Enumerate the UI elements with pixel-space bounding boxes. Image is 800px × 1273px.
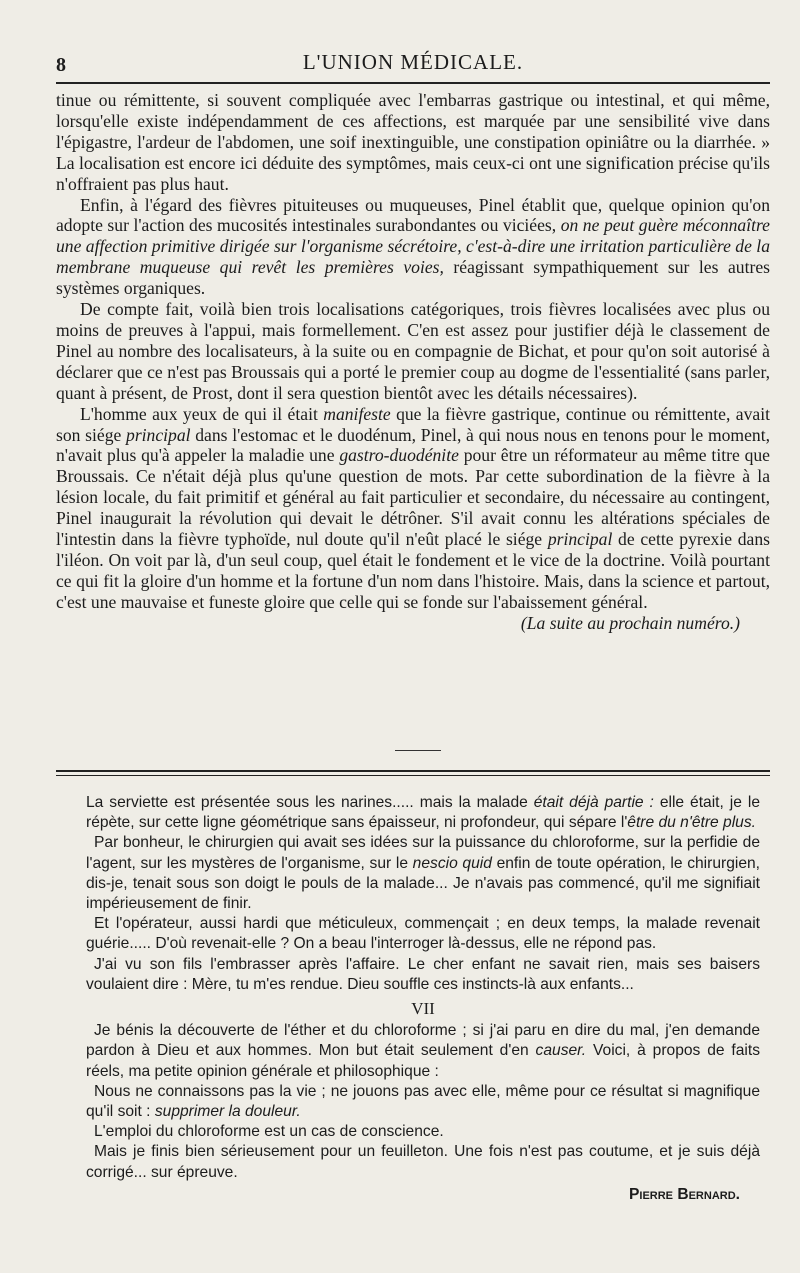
header-rule <box>56 82 770 84</box>
feuilleton-paragraph-6 <box>86 1082 760 1122</box>
section-numeral: VII <box>411 999 435 1019</box>
f2-italic: nescio quid <box>412 854 492 872</box>
feuilleton-paragraph-3: Et l'opérateur, aussi hardi que méticuleux, commençait ; en deux temps, la malade revenait guérie..... D'où revenait-elle ? On a beau l'interroger là-dessus, elle ne répond pas. <box>86 915 760 953</box>
feuilleton-paragraph-4: J'ai vu son fils l'embrasser après l'affaire. Le cher enfant ne savait rien, mais ses baisers voulaient dire : Mère, tu m'es rendue. Dieu souffle ces instincts-là aux enfants... <box>86 955 760 993</box>
feuilleton-paragraph-5 <box>86 1021 760 1082</box>
p4-italic-3: gastro-duodénite <box>339 445 459 466</box>
continuation-note: (La suite au prochain numéro.) <box>520 612 740 633</box>
f2-text-b: enfin de toute opération, le chirurgien, dis-je, tenait sous son doigt le pouls de la malade... Je n'avais pas commencé, qu'il me signifiait impérieusement de finir. <box>86 854 761 913</box>
feuilleton-paragraph-7: L'emploi du chloroforme est un cas de conscience. <box>94 1123 444 1141</box>
paragraph-3: De compte fait, voilà bien trois localisations catégoriques, trois fièvres localisées avec plus ou moins de preuves à l'appui, mais formellement. C'en est assez pour justifier déjà le classement de Pinel au nombre des localisateurs, à la suite ou en compagnie de Bichat, et pour qu'on soit autorisé à déclarer que ce n'est pas Broussais qui a porté le premier coup au dogme de l'essentialité (sans parler, quant à présent, de Prost, dont il sera question bientôt avec les détails nécessaires). <box>56 299 770 403</box>
p4-italic-1: manifeste <box>323 403 391 424</box>
author-signature: Pierre Bernard. <box>628 1185 740 1203</box>
page-number: 8 <box>56 54 66 76</box>
f2-text-a: Par bonheur, le chirurgien qui avait ses idées sur la puissance du chloroforme, sur la perfidie de l'agent, sur les mystères de l'organisme, sur le <box>86 834 760 872</box>
short-divider <box>395 750 441 751</box>
f5-text-b: Voici, à propos de faits réels, ma petite opinion générale et philosophique : <box>86 1042 761 1080</box>
f5-text-a: Je bénis la découverte de l'éther et du chloroforme ; si j'ai paru en dire du mal, j'en demande pardon à Dieu et aux hommes. Mon but était seulement d'en <box>86 1022 760 1060</box>
f1-text-b: elle était, je le répète, sur cette ligne géométrique sans épaisseur, ni profondeur, qui sépare l' <box>86 794 760 832</box>
f1-italic-1: était déjà partie : <box>533 794 654 811</box>
page-header <box>56 44 770 84</box>
paragraph-2 <box>56 195 770 300</box>
p4-text-d: pour être un réformateur au même titre que Broussais. Ce n'était déjà plus qu'une question de mots. Par cette subordination de la fièvre à la lésion locale, du fait primitif et général au fait particulier et secondaire, du nécessaire au contingent, Pinel inaugurait la révolution qui devait le détrôner. S'il avait connu les altérations spéciales de l'intestin dans la fièvre typhoïde, nul doute qu'il n'eût placé le siége <box>56 445 770 550</box>
feuilleton-paragraph-8: Mais je finis bien sérieusement pour un feuilleton. Une fois n'est pas coutume, et je suis déjà corrigé... sur épreuve. <box>86 1143 760 1181</box>
p4-text-c: dans l'estomac et le duodénum, Pinel, à qui nous nous en tenons pour le moment, n'avait plus qu'à appeler la maladie une <box>56 424 771 466</box>
feuilleton-divider <box>56 770 770 776</box>
p2-text-b: réagissant sympathiquement sur les autres systèmes organiques. <box>56 257 770 299</box>
feuilleton-paragraph-1 <box>86 793 760 833</box>
article-body <box>56 90 770 634</box>
p4-italic-4: principal <box>547 529 613 550</box>
journal-title: L'UNION MÉDICALE. <box>302 50 524 74</box>
p4-text-a: L'homme aux yeux de qui il était <box>80 403 324 424</box>
f6-text-a: Nous ne connaissons pas la vie ; ne jouons pas avec elle, même pour ce résultat si magnifique qu'il soit : <box>86 1082 760 1121</box>
f5-italic: causer. <box>535 1042 587 1060</box>
f6-italic: supprimer la douleur. <box>154 1103 301 1121</box>
p4-italic-2: principal <box>126 424 191 445</box>
feuilleton-paragraph-2 <box>86 833 760 914</box>
p2-text-a: Enfin, à l'égard des fièvres pituiteuses ou muqueuses, Pinel établit que, quelque opinion qu'on adopte sur l'action des mucosités intestinales surabondantes ou viciées, <box>56 194 770 236</box>
f1-italic-2: être du n'être plus. <box>627 814 756 832</box>
f1-text-a: La serviette est présentée sous les narines..... mais la malade <box>86 794 534 811</box>
p4-text-b: que la fièvre gastrique, continue ou rémittente, avait son siége <box>56 403 770 445</box>
paragraph-1: tinue ou rémittente, si souvent compliquée avec l'embarras gastrique ou intestinal, et qui même, lorsqu'elle existe indépendamment de ces affections, est marquée par une sensibilité vive dans l'épigastre, l'ardeur de l'abdomen, une soif inextinguible, une constipation opiniâtre ou la diarrhée. » La localisation est encore ici déduite des symptômes, mais ceux-ci ont une signification précise qu'ils n'offraient pas plus haut. <box>56 90 770 194</box>
p2-italic: on ne peut guère méconnaître une affection primitive dirigée sur l'organisme sécrétoire, c'est-à-dire une irritation particulière de la membrane muqueuse qui revêt les premières voies, <box>56 215 770 278</box>
p4-text-e: de cette pyrexie dans l'iléon. On voit par là, d'un seul coup, quel était le fondement et le vice de la doctrine. Voilà pourtant ce qui fit la gloire d'un homme et la fortune d'un nom dans l'histoire. Mais, dans la science et partout, c'est une mauvaise et funeste gloire que celle qui se fonde sur l'abaissement général. <box>56 529 770 612</box>
feuilleton-section <box>86 793 760 1205</box>
paragraph-4 <box>56 404 770 613</box>
